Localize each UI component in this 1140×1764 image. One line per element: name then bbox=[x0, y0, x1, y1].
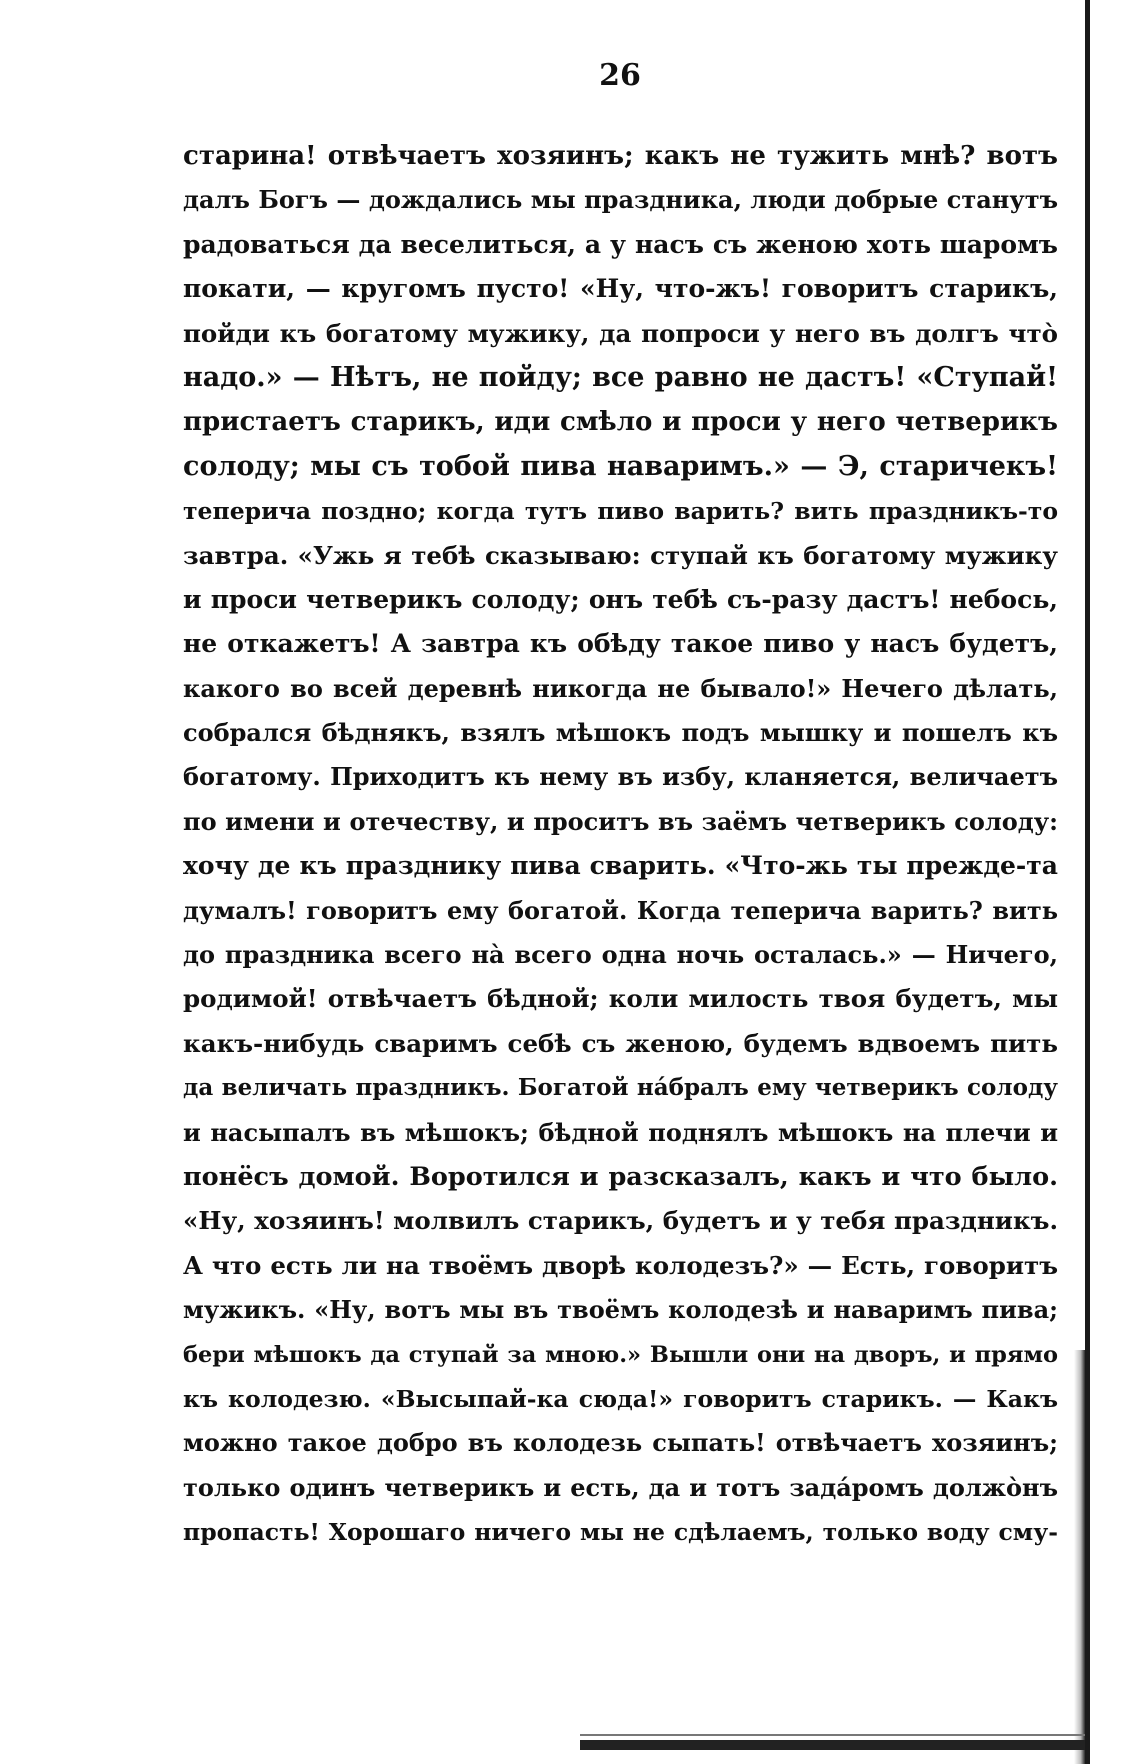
page-bottom-edge bbox=[580, 1740, 1085, 1750]
page-edge-shadow bbox=[1074, 1350, 1085, 1764]
text-line: «Ну, хозяинъ! молвилъ старикъ, будетъ и у тебя праздникъ. bbox=[183, 1206, 1058, 1236]
text-line: до праздника всего на̀ всего одна ночь осталась.» — Ничего, bbox=[183, 940, 1058, 970]
text-line: родимой! отвѣчаетъ бѣдной; коли милость твоя будетъ, мы bbox=[183, 984, 1058, 1014]
page-bottom-rule bbox=[580, 1734, 1085, 1736]
text-line: и проси четверикъ солоду; онъ тебѣ съ-разу дастъ! небось, bbox=[183, 584, 1058, 614]
text-line: какъ-нибудь сваримъ себѣ съ женою, будемъ вдвоемъ пить bbox=[183, 1028, 1058, 1058]
text-line: завтра. «Ужь я тебѣ сказываю: ступай къ богатому мужику bbox=[183, 540, 1058, 570]
text-line: надо.» — Нѣтъ, не пойду; все равно не дастъ! «Ступай! bbox=[183, 361, 1058, 393]
text-line: далъ Богъ — дождались мы праздника, люди добрые станутъ bbox=[183, 185, 1058, 215]
text-line: пропасть! Хорошаго ничего мы не сдѣлаемъ, только воду сму- bbox=[183, 1518, 1058, 1547]
text-line: не откажетъ! А завтра къ обѣду такое пиво у насъ будетъ, bbox=[183, 629, 1058, 659]
text-line: да величать праздникъ. Богатой на́бралъ ему четверикъ солоду bbox=[183, 1074, 1058, 1102]
text-line: пойди къ богатому мужику, да попроси у него въ долгъ что̀ bbox=[183, 318, 1058, 348]
text-line: покати, — кругомъ пусто! «Ну, что-жъ! говоритъ старикъ, bbox=[183, 274, 1058, 304]
text-line: какого во всей деревнѣ никогда не бывало!» Нечего дѣлать, bbox=[183, 673, 1058, 703]
text-line: хочу де къ празднику пива сварить. «Что-жь ты прежде-та bbox=[183, 851, 1058, 881]
text-line: къ колодезю. «Высыпай-ка сюда!» говоритъ старикъ. — Какъ bbox=[183, 1384, 1058, 1413]
text-line: можно такое добро въ колодезь сыпать! отвѣчаетъ хозяинъ; bbox=[183, 1428, 1058, 1458]
text-line: теперича поздно; когда тутъ пиво варить? вить праздникъ-то bbox=[183, 497, 1058, 526]
text-line: пристаетъ старикъ, иди смѣло и проси у него четверикъ bbox=[183, 407, 1058, 438]
text-line: мужикъ. «Ну, вотъ мы въ твоёмъ колодезѣ и наваримъ пива; bbox=[183, 1295, 1058, 1325]
text-line: собрался бѣднякъ, взялъ мѣшокъ подъ мышку и пошелъ къ bbox=[183, 718, 1058, 748]
text-line: думалъ! говоритъ ему богатой. Когда теперича варить? вить bbox=[183, 895, 1058, 925]
text-line: старина! отвѣчаетъ хозяинъ; какъ не тужить мнѣ? вотъ bbox=[183, 141, 1058, 171]
text-line: бери мѣшокъ да ступай за мною.» Вышли они на дворъ, и прямо bbox=[183, 1341, 1058, 1368]
text-line: богатому. Приходитъ къ нему въ избу, кланяется, величаетъ bbox=[183, 762, 1058, 792]
text-line: понёсъ домой. Воротился и разсказалъ, какъ и что было. bbox=[183, 1161, 1058, 1192]
page-right-edge bbox=[1085, 0, 1090, 1764]
text-line: и насыпалъ въ мѣшокъ; бѣдной поднялъ мѣшокъ на плечи и bbox=[183, 1117, 1058, 1147]
text-line: А что есть ли на твоёмъ дворѣ колодезъ?» — Есть, говоритъ bbox=[183, 1250, 1058, 1280]
text-line: по имени и отечеству, и проситъ въ заёмъ четверикъ солоду: bbox=[183, 806, 1058, 836]
page-number: 26 bbox=[599, 58, 641, 93]
text-line: радоваться да веселиться, а у насъ съ женою хоть шаромъ bbox=[183, 229, 1058, 259]
text-line: только одинъ четверикъ и есть, да и тотъ зада́ромъ должо̀нъ bbox=[183, 1472, 1058, 1502]
text-line: солоду; мы съ тобой пива наваримъ.» — Э, старичекъ! bbox=[183, 450, 1058, 482]
body-text bbox=[183, 134, 1058, 1555]
